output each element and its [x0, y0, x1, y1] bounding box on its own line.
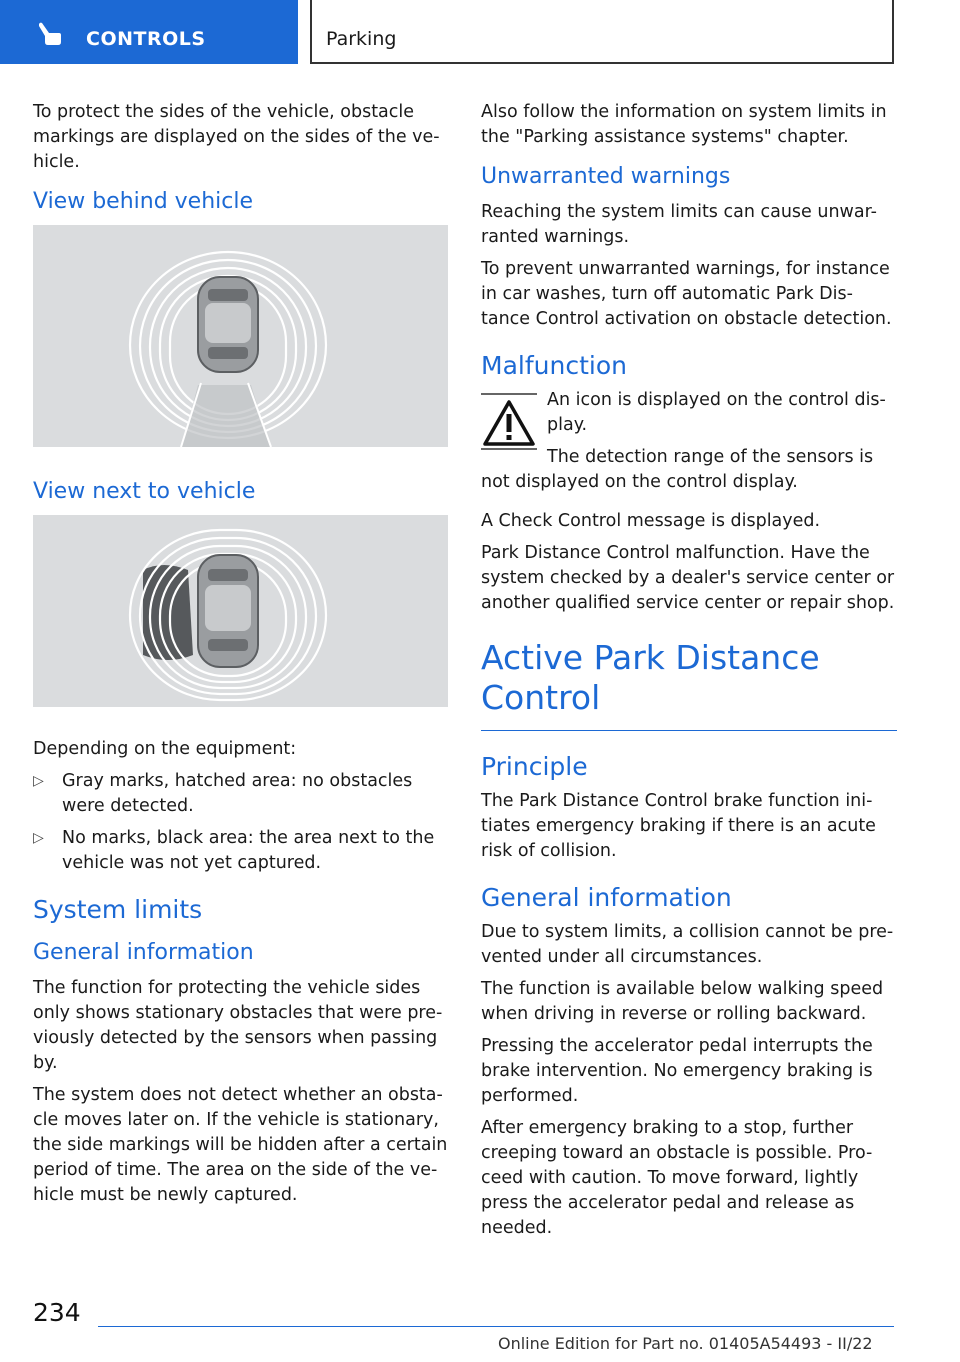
principle-paragraph: The Park Distance Control brake function ini-tiates emergency braking if there is an acute risk of collision.	[481, 791, 876, 861]
view-next-illustration	[33, 515, 448, 707]
hand-pointer-icon	[36, 22, 64, 46]
malfunction-paragraph-2: A Check Control message is displayed.	[481, 511, 821, 531]
chapter-label: Parking	[326, 28, 397, 50]
general-info-right-paragraph-1: Due to system limits, a collision cannot be pre-vented under all circumstances.	[481, 922, 894, 967]
list-item: ▷ No marks, black area: the area next to the vehicle was not yet captured.	[33, 828, 435, 873]
view-behind-heading: View behind vehicle	[33, 189, 254, 214]
follow-info-paragraph: Also follow the information on system limits in the "Parking assistance systems" chapter.	[481, 102, 887, 147]
warning-triangle-icon	[481, 392, 537, 450]
triangle-bullet-icon: ▷	[33, 773, 44, 789]
general-info-right-paragraph-4: After emergency braking to a stop, further creeping toward an obstacle is possible. Pro-ceed with caution. To move forward, lightly press the accelerator pedal and release as needed.	[481, 1118, 873, 1238]
right-column	[481, 100, 897, 1248]
list-item: ▷ Gray marks, hatched area: no obstacles were detected.	[33, 771, 413, 816]
intro-paragraph: To protect the sides of the vehicle, obstacle markings are displayed on the sides of the ve-hicle.	[33, 102, 440, 172]
malfunction-paragraph-3: Park Distance Control malfunction. Have the system checked by a dealer's service center or another qualified service center or repair shop.	[481, 543, 895, 613]
principle-heading: Principle	[481, 752, 588, 781]
malfunction-heading: Malfunction	[481, 351, 627, 380]
parking-rings-side	[33, 515, 448, 707]
general-info-heading-left: General information	[33, 940, 254, 965]
view-behind-illustration	[33, 225, 448, 447]
general-info-paragraph-1: The function for protecting the vehicle sides only shows stationary obstacles that were pre-viously detected by the sensors when passing by.	[33, 978, 443, 1073]
parking-rings-behind	[33, 225, 448, 447]
unwarranted-warnings-heading: Unwarranted warnings	[481, 164, 731, 189]
triangle-bullet-icon: ▷	[33, 830, 44, 846]
general-info-heading-right: General information	[481, 883, 732, 912]
equipment-text: Depending on the equipment:	[33, 739, 297, 759]
malfunction-paragraph-1b: The detection range of the sensors is not displayed on the control display.	[481, 447, 874, 492]
left-column	[33, 100, 449, 1215]
footer-divider	[98, 1326, 894, 1327]
edition-text: Online Edition for Part no. 01405A54493 - II/22	[498, 1334, 873, 1353]
chapter-header	[310, 0, 894, 64]
equipment-list	[33, 769, 449, 876]
general-info-right-paragraph-3: Pressing the accelerator pedal interrupts the brake intervention. No emergency braking is performed.	[481, 1036, 873, 1106]
unwarranted-paragraph-1: Reaching the system limits can cause unwar-ranted warnings.	[481, 202, 877, 247]
unwarranted-paragraph-2: To prevent unwarranted warnings, for instance in car washes, turn off automatic Park Dis-tance Control activation on obstacle detection.	[481, 259, 892, 329]
view-next-heading: View next to vehicle	[33, 479, 256, 504]
section-label: CONTROLS	[86, 28, 206, 50]
general-info-paragraph-2: The system does not detect whether an obsta-cle moves later on. If the vehicle is stationary, the side markings will be hidden after a certain period of time. The area on the side of the ve-hicle must be newly captured.	[33, 1085, 448, 1205]
general-info-right-paragraph-2: The function is available below walking speed when driving in reverse or rolling backward.	[481, 979, 884, 1024]
system-limits-heading: System limits	[33, 895, 203, 924]
malfunction-paragraph-1a: An icon is displayed on the control dis-play.	[547, 390, 886, 435]
malfunction-notice	[481, 388, 897, 495]
section-tab[interactable]	[0, 0, 298, 64]
active-pdc-heading: Active Park Distance Control	[481, 638, 897, 731]
page-number: 234	[33, 1298, 81, 1327]
